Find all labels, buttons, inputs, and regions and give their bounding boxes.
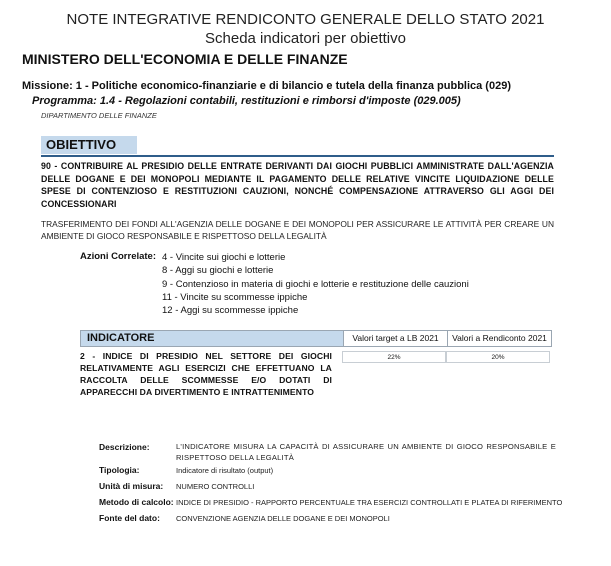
target-value: 22%	[342, 351, 446, 363]
azioni-list	[162, 251, 469, 317]
fonte-value: CONVENZIONE AGENZIA DELLE DOGANE E DEI MONOPOLI	[176, 514, 390, 523]
programma-line: Programma: 1.4 - Regolazioni contabili, restituzioni e rimborsi d'imposte (029.005)	[32, 95, 461, 107]
indicatore-name: 2 - INDICE DI PRESIDIO NEL SETTORE DEI GIOCHI RELATIVAMENTE AGLI ESERCIZI CHE EFFETTUANO LA RACCOLTA DELLE SCOMMESSE E/O DOTATI DI APPARECCHI DA DIVERTIMENTO E INTRATTENIMENTO	[80, 351, 332, 397]
tipologia-label: Tipologia:	[99, 465, 140, 475]
missione-line: Missione: 1 - Politiche economico-finanziarie e di bilancio e tutela della finanza pubblica (029)	[22, 80, 511, 92]
indicatore-label: INDICATORE	[81, 331, 343, 346]
obiettivo-header	[41, 135, 554, 157]
unita-value: NUMERO CONTROLLI	[176, 482, 255, 491]
azioni-label: Azioni Correlate:	[80, 251, 157, 262]
indicatore-header	[80, 330, 552, 346]
fonte-label: Fonte del dato:	[99, 513, 160, 523]
descrizione-label: Descrizione:	[99, 442, 150, 452]
ministry-name: MINISTERO DELL'ECONOMIA E DELLE FINANZE	[22, 51, 348, 67]
azione-item: 12 - Aggi su scommesse ippiche	[162, 305, 299, 317]
unita-label: Unità di misura:	[99, 481, 164, 491]
document-title: NOTE INTEGRATIVE RENDICONTO GENERALE DELLO STATO 2021	[66, 11, 545, 28]
azione-item: 9 - Contenzioso in materia di giochi e lotterie e restituzione delle cauzioni	[162, 278, 469, 290]
indicatore-divider	[80, 346, 552, 347]
descrizione-value: L'INDICATORE MISURA LA CAPACITÀ DI ASSICURARE UN AMBIENTE DI GIOCO RESPONSABILE E RISPETTOSO DELLA LEGALITÀ	[176, 442, 556, 462]
obiettivo-label: OBIETTIVO	[41, 136, 137, 154]
dipartimento-line: DIPARTIMENTO DELLE FINANZE	[41, 111, 157, 120]
azione-item: 8 - Aggi su giochi e lotterie	[162, 265, 274, 277]
azione-item: 4 - Vincite sui giochi e lotterie	[162, 252, 286, 263]
metodo-value: INDICE DI PRESIDIO - RAPPORTO PERCENTUALE TRA ESERCIZI CONTROLLATI E PLATEA DI RIFERIMENTO	[176, 498, 563, 507]
rendiconto-value: 20%	[446, 351, 550, 363]
obiettivo-description: TRASFERIMENTO DEI FONDI ALL'AGENZIA DELLE DOGANE E DEI MONOPOLI PER ASSICURARE LE ATTIVITÀ PER CREARE UN AMBIENTE DI GIOCO RESPONSABILE E RISPETTOSO DELLA LEGALITÀ	[41, 219, 554, 241]
azione-item: 11 - Vincite su scommesse ippiche	[162, 291, 308, 303]
tipologia-value: Indicatore di risultato (output)	[176, 466, 274, 475]
obiettivo-title: 90 - CONTRIBUIRE AL PRESIDIO DELLE ENTRATE DERIVANTI DAI GIOCHI PUBBLICI AMMINISTRATE DALL'AGENZIA DELLE DOGANE E DEI MONOPOLI MEDIANTE IL PAGAMENTO DELLE RELATIVE VINCITE LIQUIDAZIONE DELLE SPESE DI CONTENZIOSO E RESTITUZIONI CAUZIONI, NONCHÉ COMPENSAZIONE ATTRAVERSO GLI AGGI DEI CONCESSIONARI	[41, 161, 554, 209]
column-header-rendiconto: Valori a Rendiconto 2021	[447, 331, 551, 346]
document-subtitle: Scheda indicatori per obiettivo	[205, 30, 406, 47]
column-header-target: Valori target a LB 2021	[343, 331, 447, 346]
metodo-label: Metodo di calcolo:	[99, 497, 174, 507]
